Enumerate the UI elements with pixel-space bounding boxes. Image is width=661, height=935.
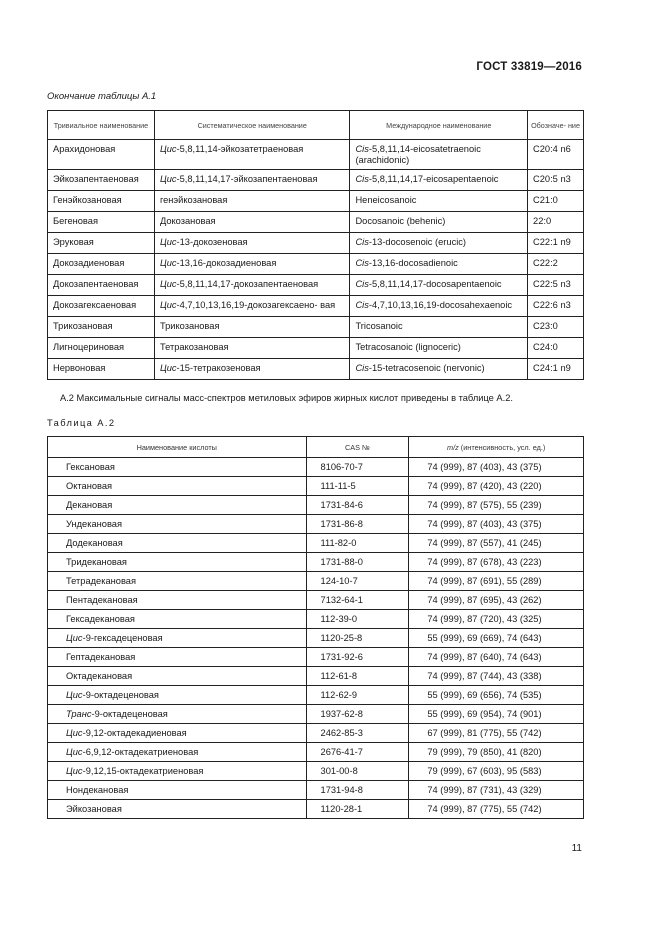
table-row — [48, 591, 584, 610]
cas-number-cell: 2676-41-7 — [306, 743, 409, 762]
acid-name: Нондекановая — [66, 785, 129, 795]
systematic-name-cell — [154, 296, 350, 317]
systematic-name: -4,7,10,13,16,19-докозагексаено- вая — [176, 300, 336, 310]
table-row — [48, 212, 584, 233]
international-name: -4,7,10,13,16,19-docosahexaenoic — [368, 300, 513, 310]
acid-name-prefix: Цис — [66, 633, 83, 643]
table-a2 — [47, 436, 584, 819]
trivial-name-cell: Докозадиеновая — [48, 254, 155, 275]
acid-name: Эйкозановая — [66, 804, 122, 814]
mz-values-cell: 74 (999), 87 (744), 43 (338) — [409, 667, 584, 686]
table-row — [48, 629, 584, 648]
acid-name-cell — [48, 743, 307, 762]
table-row — [48, 254, 584, 275]
international-prefix: Cis — [355, 144, 369, 154]
mz-values-cell: 55 (999), 69 (954), 74 (901) — [409, 705, 584, 724]
table-row — [48, 275, 584, 296]
table-row — [48, 338, 584, 359]
mz-values-cell: 74 (999), 87 (695), 43 (262) — [409, 591, 584, 610]
acid-name-cell — [48, 591, 307, 610]
header-cas: CAS № — [306, 437, 409, 458]
table-row — [48, 140, 584, 170]
acid-name-prefix: Цис — [66, 747, 83, 757]
mz-values-cell: 74 (999), 87 (557), 41 (245) — [409, 534, 584, 553]
acid-name-cell — [48, 534, 307, 553]
international-prefix: Cis — [355, 300, 369, 310]
systematic-prefix: Цис — [159, 144, 177, 154]
table-row — [48, 724, 584, 743]
cas-number-cell: 1731-86-8 — [306, 515, 409, 534]
systematic-name-cell — [154, 140, 350, 170]
systematic-name-cell — [154, 275, 350, 296]
acid-name-cell — [48, 648, 307, 667]
international-name: -13,16-docosadienoic — [368, 258, 458, 268]
acid-name: Декановая — [66, 500, 113, 510]
acid-name-cell — [48, 458, 307, 477]
page-number: 11 — [571, 843, 582, 854]
acid-name: Гексановая — [66, 462, 115, 472]
mz-values-cell: 79 (999), 79 (850), 41 (820) — [409, 743, 584, 762]
mz-values-cell: 74 (999), 87 (403), 43 (375) — [409, 458, 584, 477]
systematic-name-cell — [154, 233, 350, 254]
acid-name: -9-октадеценовая — [82, 690, 159, 700]
table-row — [48, 233, 584, 254]
table-row — [48, 762, 584, 781]
international-name-cell — [350, 254, 528, 275]
header-mz — [409, 437, 584, 458]
systematic-name: Трикозановая — [159, 321, 220, 331]
designation-cell: С23:0 — [528, 317, 584, 338]
acid-name-prefix: Транс — [66, 709, 92, 719]
table-row — [48, 743, 584, 762]
cas-number-cell: 111-82-0 — [306, 534, 409, 553]
acid-name-prefix: Цис — [66, 766, 83, 776]
systematic-name: -15-тетракозеновая — [176, 363, 261, 373]
systematic-name: Тетракозановая — [159, 342, 229, 352]
designation-cell: С22:6 n3 — [528, 296, 584, 317]
standard-number: ГОСТ 33819—2016 — [476, 61, 582, 73]
table-row — [48, 359, 584, 380]
acid-name-cell — [48, 800, 307, 819]
acid-name-cell — [48, 724, 307, 743]
acid-name-cell — [48, 667, 307, 686]
international-name-cell — [350, 170, 528, 191]
systematic-name-cell — [154, 338, 350, 359]
designation-cell: С22:2 — [528, 254, 584, 275]
acid-name-prefix: Цис — [66, 690, 83, 700]
international-name: -13-docosenoic (erucic) — [368, 237, 467, 247]
acid-name: -9-гексадеценовая — [82, 633, 163, 643]
mz-values-cell: 74 (999), 87 (575), 55 (239) — [409, 496, 584, 515]
table-row — [48, 800, 584, 819]
mz-values-cell: 55 (999), 69 (669), 74 (643) — [409, 629, 584, 648]
designation-cell: 22:0 — [528, 212, 584, 233]
international-name: Tricosanoic — [355, 321, 403, 331]
acid-name-cell — [48, 686, 307, 705]
international-name-cell — [350, 212, 528, 233]
table1-caption: Окончание таблицы А.1 — [47, 91, 157, 102]
systematic-prefix: Цис — [159, 258, 177, 268]
mz-values-cell: 55 (999), 69 (656), 74 (535) — [409, 686, 584, 705]
international-name-cell — [350, 338, 528, 359]
systematic-prefix: Цис — [159, 300, 177, 310]
table-row — [48, 317, 584, 338]
table-row — [48, 553, 584, 572]
cas-number-cell: 1731-88-0 — [306, 553, 409, 572]
acid-name: -9,12-октадекадиеновая — [82, 728, 187, 738]
systematic-prefix: Цис — [159, 363, 177, 373]
cas-number-cell: 111-11-5 — [306, 477, 409, 496]
table1-header-row — [48, 111, 584, 140]
cas-number-cell: 1937-62-8 — [306, 705, 409, 724]
header-systematic: Систематическое наименование — [154, 111, 350, 140]
international-name-cell — [350, 140, 528, 170]
international-name: -15-tetracosenoic (nervonic) — [368, 363, 485, 373]
mz-values-cell: 74 (999), 87 (720), 43 (325) — [409, 610, 584, 629]
international-name-cell — [350, 359, 528, 380]
designation-cell: С21:0 — [528, 191, 584, 212]
acid-name-cell — [48, 762, 307, 781]
acid-name: Октановая — [66, 481, 113, 491]
cas-number-cell: 112-62-9 — [306, 686, 409, 705]
table-row — [48, 191, 584, 212]
designation-cell: С20:4 n6 — [528, 140, 584, 170]
trivial-name-cell: Генэйкозановая — [48, 191, 155, 212]
mz-values-cell: 67 (999), 81 (775), 55 (742) — [409, 724, 584, 743]
mz-values-cell: 74 (999), 87 (420), 43 (220) — [409, 477, 584, 496]
systematic-name: -5,8,11,14,17-эйкозапентаеновая — [176, 174, 318, 184]
table-row — [48, 648, 584, 667]
systematic-name: -13-докозеновая — [176, 237, 248, 247]
international-prefix: Cis — [355, 258, 369, 268]
acid-name: Октадекановая — [66, 671, 133, 681]
systematic-name-cell — [154, 212, 350, 233]
systematic-name: Докозановая — [159, 216, 216, 226]
designation-cell: С22:5 n3 — [528, 275, 584, 296]
acid-name-cell — [48, 781, 307, 800]
header-trivial: Тривиальное наименование — [48, 111, 155, 140]
mz-values-cell: 79 (999), 67 (603), 95 (583) — [409, 762, 584, 781]
designation-cell: С20:5 n3 — [528, 170, 584, 191]
cas-number-cell: 2462-85-3 — [306, 724, 409, 743]
table-row — [48, 572, 584, 591]
mz-values-cell: 74 (999), 87 (731), 43 (329) — [409, 781, 584, 800]
international-name-cell — [350, 317, 528, 338]
systematic-name-cell — [154, 170, 350, 191]
international-prefix: Cis — [355, 279, 369, 289]
systematic-name-cell — [154, 359, 350, 380]
table-row — [48, 534, 584, 553]
trivial-name-cell: Эруковая — [48, 233, 155, 254]
trivial-name-cell: Докозапентаеновая — [48, 275, 155, 296]
systematic-name: генэйкозановая — [159, 195, 228, 205]
mz-values-cell: 74 (999), 87 (691), 55 (289) — [409, 572, 584, 591]
table-row — [48, 610, 584, 629]
acid-name: -9,12,15-октадекатриеновая — [82, 766, 204, 776]
cas-number-cell: 301-00-8 — [306, 762, 409, 781]
acid-name-cell — [48, 496, 307, 515]
designation-cell: С24:0 — [528, 338, 584, 359]
acid-name: Гексадекановая — [66, 614, 135, 624]
trivial-name-cell: Лигноцериновая — [48, 338, 155, 359]
acid-name-cell — [48, 553, 307, 572]
trivial-name-cell: Бегеновая — [48, 212, 155, 233]
paragraph-a2: А.2 Максимальные сигналы масс-спектров метиловых эфиров жирных кислот приведены в таблице А.2. — [60, 393, 513, 403]
acid-name: Додекановая — [66, 538, 123, 548]
cas-number-cell: 112-39-0 — [306, 610, 409, 629]
cas-number-cell: 112-61-8 — [306, 667, 409, 686]
acid-name-cell — [48, 610, 307, 629]
international-name: -5,8,11,14,17-docosapentaenoic — [368, 279, 502, 289]
table-row — [48, 170, 584, 191]
systematic-name-cell — [154, 254, 350, 275]
systematic-name-cell — [154, 191, 350, 212]
cas-number-cell: 1731-92-6 — [306, 648, 409, 667]
mz-label: (интенсивность, усл. ед.) — [458, 442, 546, 452]
table-row — [48, 515, 584, 534]
international-name: -5,8,11,14,17-eicosapentaenoic — [368, 174, 499, 184]
acid-name: Ундекановая — [66, 519, 123, 529]
international-name: Docosanoic (behenic) — [355, 216, 446, 226]
table-row — [48, 496, 584, 515]
table-row — [48, 686, 584, 705]
international-name: -5,8,11,14-eicosatetraenoic (arachidonic) — [355, 144, 481, 165]
mz-symbol: m/z — [446, 442, 459, 452]
table-row — [48, 667, 584, 686]
systematic-prefix: Цис — [159, 237, 177, 247]
header-designation: Обозначе- ние — [528, 111, 584, 140]
systematic-name-cell — [154, 317, 350, 338]
trivial-name-cell: Нервоновая — [48, 359, 155, 380]
acid-name-prefix: Цис — [66, 728, 83, 738]
cas-number-cell: 1731-94-8 — [306, 781, 409, 800]
acid-name: -9-октадеценовая — [91, 709, 168, 719]
table2-caption: Таблица А.2 — [47, 418, 116, 428]
systematic-name: -5,8,11,14-эйкозатетраеновая — [176, 144, 304, 154]
acid-name: Тридекановая — [66, 557, 127, 567]
cas-number-cell: 7132-64-1 — [306, 591, 409, 610]
international-name: Tetracosanoic (lignoceric) — [355, 342, 461, 352]
international-prefix: Cis — [355, 363, 369, 373]
header-international: Международное наименование — [350, 111, 528, 140]
table-row — [48, 477, 584, 496]
systematic-prefix: Цис — [159, 279, 177, 289]
cas-number-cell: 1120-28-1 — [306, 800, 409, 819]
acid-name-cell — [48, 705, 307, 724]
trivial-name-cell: Трикозановая — [48, 317, 155, 338]
mz-values-cell: 74 (999), 87 (640), 74 (643) — [409, 648, 584, 667]
international-prefix: Cis — [355, 237, 369, 247]
acid-name-cell — [48, 477, 307, 496]
cas-number-cell: 1120-25-8 — [306, 629, 409, 648]
international-name: Heneicosanoic — [355, 195, 417, 205]
designation-cell: С22:1 n9 — [528, 233, 584, 254]
international-prefix: Cis — [355, 174, 369, 184]
table-a1-end — [47, 110, 584, 380]
international-name-cell — [350, 296, 528, 317]
cas-number-cell: 124-10-7 — [306, 572, 409, 591]
international-name-cell — [350, 233, 528, 254]
acid-name-cell — [48, 629, 307, 648]
header-acid-name: Наименование кислоты — [48, 437, 307, 458]
designation-cell: С24:1 n9 — [528, 359, 584, 380]
international-name-cell — [350, 191, 528, 212]
trivial-name-cell: Докозагексаеновая — [48, 296, 155, 317]
systematic-name: -13,16-докозадиеновая — [176, 258, 277, 268]
systematic-name: -5,8,11,14,17-докозапентаеновая — [176, 279, 319, 289]
table-row — [48, 781, 584, 800]
mz-values-cell: 74 (999), 87 (678), 43 (223) — [409, 553, 584, 572]
mz-values-cell: 74 (999), 87 (403), 43 (375) — [409, 515, 584, 534]
acid-name: Тетрадекановая — [66, 576, 136, 586]
mz-values-cell: 74 (999), 87 (775), 55 (742) — [409, 800, 584, 819]
table-row — [48, 705, 584, 724]
acid-name-cell — [48, 515, 307, 534]
international-name-cell — [350, 275, 528, 296]
acid-name: Гептадекановая — [66, 652, 136, 662]
acid-name-cell — [48, 572, 307, 591]
systematic-prefix: Цис — [159, 174, 177, 184]
trivial-name-cell: Арахидоновая — [48, 140, 155, 170]
trivial-name-cell: Эйкозапентаеновая — [48, 170, 155, 191]
acid-name: Пентадекановая — [66, 595, 138, 605]
cas-number-cell: 1731-84-6 — [306, 496, 409, 515]
acid-name: -6,9,12-октадекатриеновая — [82, 747, 199, 757]
table2-header-row — [48, 437, 584, 458]
cas-number-cell: 8106-70-7 — [306, 458, 409, 477]
table-row — [48, 296, 584, 317]
table-row — [48, 458, 584, 477]
